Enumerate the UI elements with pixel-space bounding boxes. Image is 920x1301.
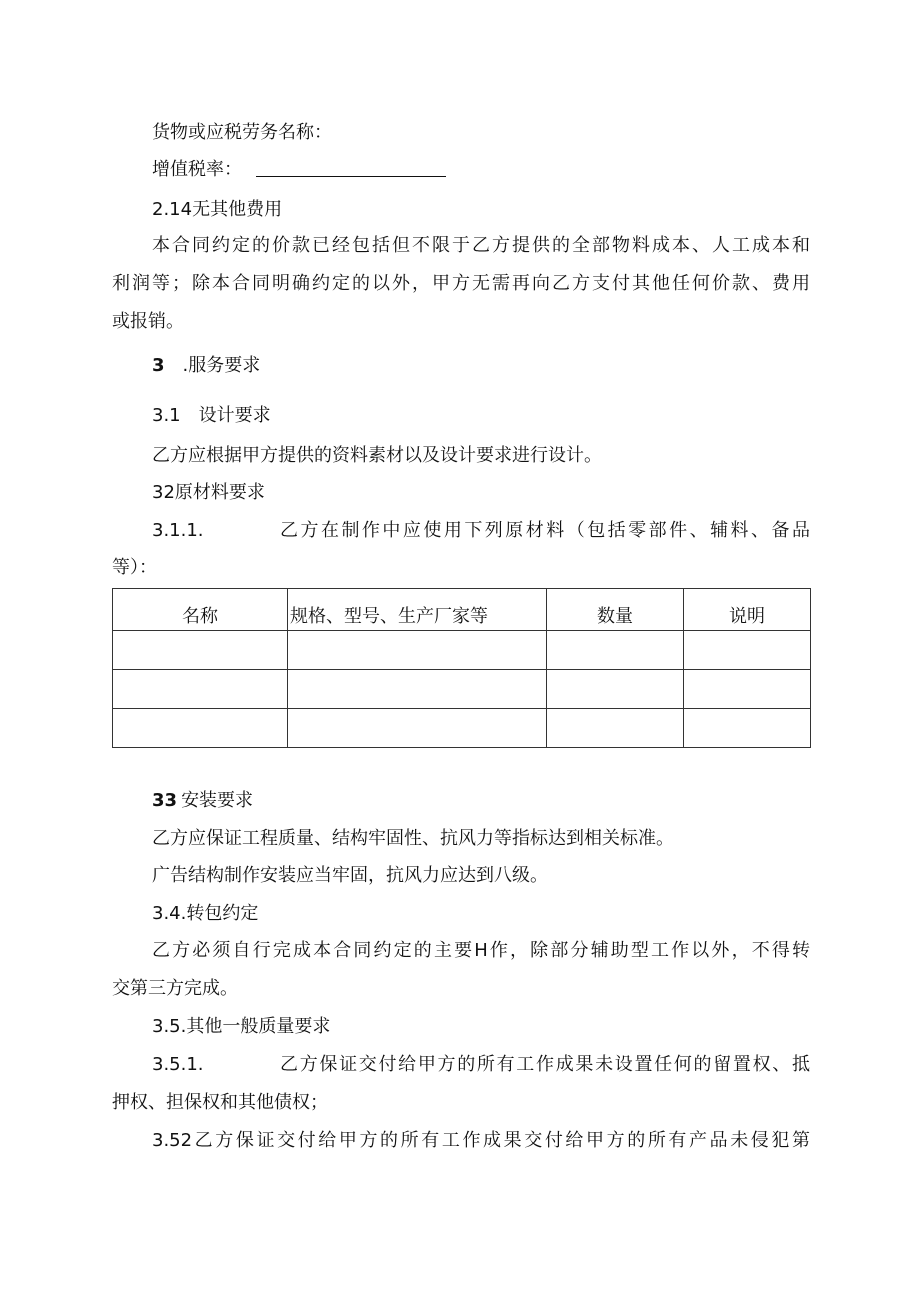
paragraph-3-3-line-1: 乙方应保证工程质量、结构牢固性、抗风力等指标达到相关标准。 bbox=[152, 828, 674, 849]
section-3-3-number: 33 bbox=[152, 790, 178, 811]
column-header-name: 名称 bbox=[113, 589, 288, 631]
section-3-2-heading: 32原材料要求 bbox=[152, 482, 265, 503]
table-cell bbox=[113, 670, 288, 709]
table-cell bbox=[288, 631, 547, 670]
section-3-5-2-text: 3.52乙方保证交付给甲方的所有工作成果交付给甲方的所有产品未侵犯第 bbox=[152, 1130, 810, 1151]
section-3-5-1-text: 乙方保证交付给甲方的所有工作成果未设置任何的留置权、抵 bbox=[280, 1054, 810, 1075]
section-3-number: 3 bbox=[152, 355, 165, 376]
table-cell bbox=[547, 709, 684, 748]
paragraph-3-3-line-2: 广告结构制作安装应当牢固，抗风力应达到八级。 bbox=[152, 865, 548, 886]
table-cell bbox=[288, 709, 547, 748]
goods-name-line: 货物或应税劳务名称： bbox=[152, 122, 332, 143]
section-3-1-heading bbox=[152, 404, 271, 428]
paragraph-3-4-line-1: 乙方必须自行完成本合同约定的主要H作，除部分辅助型工作以外，不得转 bbox=[152, 940, 810, 961]
section-3-3-heading bbox=[152, 789, 253, 813]
paragraph-2-14-line-1: 本合同约定的价款已经包括但不限于乙方提供的全部物料成本、人工成本和 bbox=[152, 235, 810, 256]
vat-rate-label: 增值税率： bbox=[152, 159, 242, 180]
table-cell bbox=[113, 631, 288, 670]
section-3-4-heading: 3.4.转包约定 bbox=[152, 903, 259, 924]
table-cell bbox=[684, 709, 811, 748]
column-header-spec: 规格、型号、生产厂家等 bbox=[288, 589, 547, 631]
table-cell bbox=[684, 670, 811, 709]
table-row bbox=[113, 709, 811, 748]
table-cell bbox=[547, 670, 684, 709]
section-3-5-1-continuation: 押权、担保权和其他债权； bbox=[112, 1092, 328, 1113]
section-3-1-1-text: 乙方在制作中应使用下列原材料（包括零部件、辅料、备品 bbox=[280, 520, 810, 541]
section-3-heading bbox=[152, 354, 260, 378]
paragraph-3-1: 乙方应根据甲方提供的资料素材以及设计要求进行设计。 bbox=[152, 445, 602, 466]
vat-rate-line bbox=[152, 158, 446, 182]
materials-table bbox=[112, 588, 811, 748]
section-3-5-1-number: 3.5.1. bbox=[152, 1054, 204, 1075]
table-cell bbox=[684, 631, 811, 670]
column-header-remarks: 说明 bbox=[684, 589, 811, 631]
section-3-title: .服务要求 bbox=[182, 355, 261, 376]
section-3-1-number: 3.1 bbox=[152, 405, 181, 426]
table-cell bbox=[113, 709, 288, 748]
paragraph-2-14-line-3: 或报销。 bbox=[112, 311, 184, 332]
vat-rate-blank bbox=[256, 158, 446, 177]
table-row bbox=[113, 670, 811, 709]
section-3-3-title: 安装要求 bbox=[181, 790, 254, 811]
section-3-5-heading: 3.5.其他一般质量要求 bbox=[152, 1016, 331, 1037]
table-cell bbox=[288, 670, 547, 709]
column-header-quantity: 数量 bbox=[547, 589, 684, 631]
paragraph-2-14-line-2: 利润等；除本合同明确约定的以外，甲方无需再向乙方支付其他任何价款、费用 bbox=[112, 273, 810, 294]
section-3-1-1-number: 3.1.1. bbox=[152, 520, 204, 541]
paragraph-3-4-line-2: 交第三方完成。 bbox=[112, 978, 238, 999]
section-3-1-1-continuation: 等）： bbox=[112, 557, 157, 578]
materials-table-header-row bbox=[113, 589, 811, 631]
section-2-14-heading: 2.14无其他费用 bbox=[152, 199, 283, 220]
table-cell bbox=[547, 631, 684, 670]
table-row bbox=[113, 631, 811, 670]
section-3-1-title: 设计要求 bbox=[198, 405, 271, 426]
